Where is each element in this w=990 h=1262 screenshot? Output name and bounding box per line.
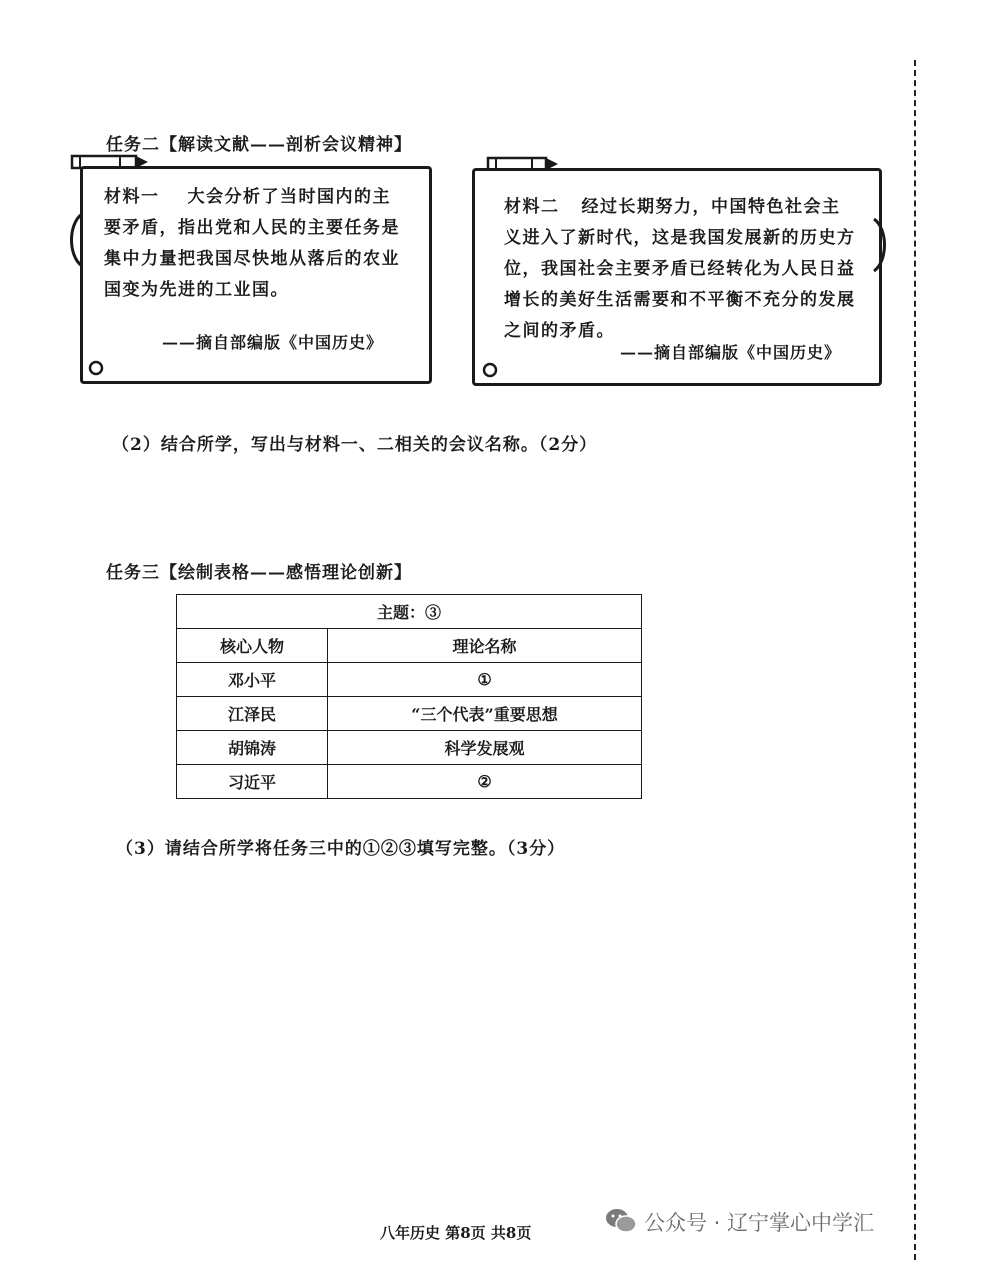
- scroll-knob-icon: [86, 358, 106, 378]
- table-row: [177, 765, 642, 799]
- binding-dashed-line: [914, 60, 916, 1260]
- material2-text: 经过长期努力，中国特色社会主义进入了新时代，这是我国发展新的历史方位，我国社会主要矛盾已经转化为人民日益增长的美好生活需要和不平衡不充分的发展之间的矛盾。: [504, 197, 856, 341]
- scroll-knob-icon: [480, 360, 500, 380]
- page-footer: 八年历史 第8页 共8页: [380, 1224, 532, 1242]
- table-cell-person: 邓小平: [177, 663, 328, 697]
- material2-source: ——摘自部编版《中国历史》: [620, 343, 842, 362]
- table-theme-cell: 主题：③: [177, 595, 642, 629]
- scroll-curl-icon: [64, 210, 86, 270]
- material1-source: ——摘自部编版《中国历史》: [162, 333, 384, 352]
- table-cell-person: 习近平: [177, 765, 328, 799]
- question-3: （3）请结合所学将任务三中的①②③填写完整。（3分）: [116, 839, 566, 859]
- theory-table: [176, 594, 642, 799]
- table-header-person: 核心人物: [177, 629, 328, 663]
- table-row: [177, 731, 642, 765]
- table-header-row: [177, 629, 642, 663]
- wechat-icon: [604, 1206, 638, 1236]
- table-cell-person: 胡锦涛: [177, 731, 328, 765]
- material1-label: 材料一: [104, 187, 160, 207]
- task2-heading: 任务二【解读文献——剖析会议精神】: [106, 135, 412, 155]
- table-header-theory: 理论名称: [328, 629, 642, 663]
- table-row: [177, 697, 642, 731]
- material1-text: 大会分析了当时国内的主要矛盾，指出党和人民的主要任务是集中力量把我国尽快地从落后的农业国变为先进的工业国。: [104, 187, 400, 300]
- table-cell-person: 江泽民: [177, 697, 328, 731]
- question-2: （2）结合所学，写出与材料一、二相关的会议名称。（2分）: [112, 435, 598, 455]
- material2-label: 材料二: [504, 197, 560, 217]
- table-row: [177, 663, 642, 697]
- table-cell-theory: 科学发展观: [328, 731, 642, 765]
- scroll-curl-icon: [870, 215, 892, 275]
- table-cell-theory: ①: [328, 663, 642, 697]
- table-theme-row: [177, 595, 642, 629]
- material2-block: [504, 192, 856, 347]
- table-cell-theory: “三个代表”重要思想: [328, 697, 642, 731]
- material1-block: [104, 182, 404, 306]
- table-cell-theory: ②: [328, 765, 642, 799]
- watermark-text: 公众号 · 辽宁掌心中学汇: [644, 1211, 875, 1235]
- task3-heading: 任务三【绘制表格——感悟理论创新】: [106, 563, 412, 583]
